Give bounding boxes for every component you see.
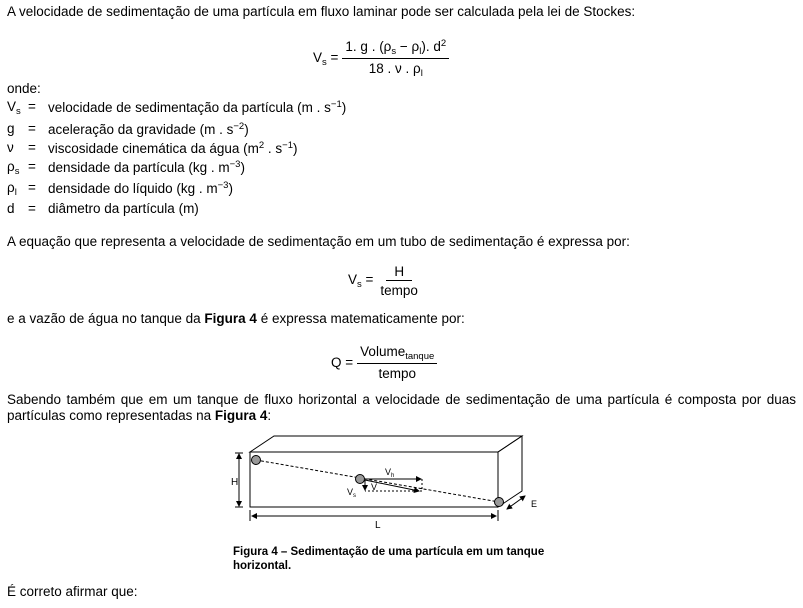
formula2-denominator: tempo <box>380 283 418 298</box>
formula3-fraction <box>357 344 437 381</box>
formula1-lhs: $V_s$ = <box>313 49 339 68</box>
formula3-lhs: Q = <box>331 355 354 370</box>
intro-text: A velocidade de sedimentação de uma partícula em fluxo laminar pode ser calculada pela lei de Stockes: <box>7 4 636 19</box>
formula2-numerator: H <box>386 264 412 281</box>
formula1-denominator: 18 . ν . $\rho_l$ <box>368 61 423 79</box>
closing-question: É correto afirmar que: <box>7 584 138 599</box>
figure-caption: Figura 4 – Sedimentação de uma partícula em um tanque horizontal. <box>233 546 545 572</box>
particle-middle <box>356 475 365 484</box>
paragraph-tube: A equação que representa a velocidade de sedimentação em um tubo de sedimentação é expressa por: <box>7 234 630 249</box>
particle-start <box>252 456 261 465</box>
definition-d: d = diâmetro da partícula (m) <box>7 201 199 216</box>
stokes-formula <box>313 38 449 79</box>
definition-rho-l: $\rho_l$ = densidade do líquido (kg . $m^{-3}$) <box>7 180 233 198</box>
flow-rate-formula <box>331 344 437 381</box>
definition-nu: ν = viscosidade cinemática da água ($m^2$ . $s^{-1}$) <box>7 140 298 156</box>
length-dimension <box>250 510 498 521</box>
formula2-fraction <box>377 264 421 298</box>
label-E: E <box>531 499 538 509</box>
formula3-numerator: Volume$_{tanque}$ <box>357 344 437 364</box>
label-L: L <box>375 520 381 531</box>
paragraph-flow: e a vazão de água no tanque da Figura 4 é expressa matematicamente por: <box>7 311 465 326</box>
width-dimension <box>507 496 525 509</box>
particle-end <box>495 498 504 507</box>
label-Vs: $V_s$ <box>347 487 357 499</box>
label-V: V <box>371 482 378 492</box>
label-Vh: $V_h$ <box>385 467 395 479</box>
particle-trajectory <box>256 460 499 502</box>
formula1-fraction <box>342 38 449 79</box>
paragraph-horizontal-tank: Sabendo também que em um tanque de fluxo horizontal a velocidade de sedimentação de uma partícula é composta por duas partículas como representadas na Figura 4: <box>7 392 796 423</box>
tube-velocity-formula <box>348 264 421 298</box>
label-H: H <box>231 477 239 488</box>
figure-4-tank-diagram <box>225 430 555 535</box>
formula1-numerator: 1. g . $(\rho_s - \rho_l)$. $d^2$ <box>342 38 449 59</box>
definition-vs: $V_s$ = velocidade de sedimentação da partícula (m . $s^{-1}$) <box>7 99 347 117</box>
onde-label: onde: <box>7 81 41 96</box>
formula3-denominator: tempo <box>378 366 416 381</box>
formula2-lhs: $V_s$ = <box>348 272 374 290</box>
definition-g: g = aceleração da gravidade (m . $s^{-2}$) <box>7 121 249 137</box>
definition-rho-s: $\rho_s$ = densidade da partícula (kg . $m^{-3}$) <box>7 159 245 177</box>
